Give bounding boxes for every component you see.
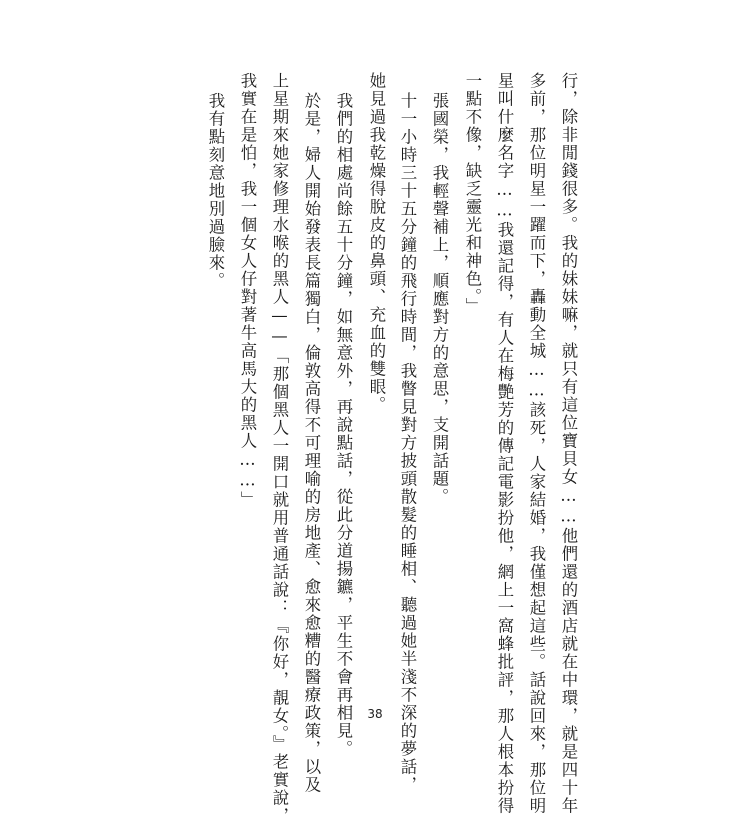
text-line-8: 我們的相處尚餘五十分鐘，如無意外，再說點話，從此分道揚鑣，平生不會再相見。 — [334, 92, 353, 758]
text-line-11: 我實在是怕，我一個女人仔對著牛高馬大的黑人……」 — [238, 72, 257, 510]
text-line-12: 我有點刻意地別過臉來。 — [206, 92, 225, 290]
text-line-10: 上星期來她家修理水喉的黑人——「那個黑人一開口就用普通話說：『你好，靚女。』老實說， — [270, 72, 289, 825]
page-number: 38 — [367, 707, 383, 721]
text-line-4: 一點不像，缺乏靈光和神色。」 — [463, 72, 482, 316]
text-line-9: 於是，婦人開始發表長篇獨白，倫敦高得不可理喻的房地產、愈來愈糟的醫療政策，以及 — [302, 92, 321, 794]
text-line-2: 多前，那位明星一躍而下，轟動全城……該死，人家結婚，我僅想起這些。話說回來，那位明 — [527, 72, 546, 816]
text-line-3: 星叫什麼名字……我還記得，有人在梅艷芳的傳記電影扮他，網上一窩蜂批評，那人根本扮得 — [495, 72, 514, 816]
text-line-5: 張國榮，我輕聲補上，順應對方的意思，支開話題。 — [430, 92, 449, 506]
text-line-1: 行，除非閒錢很多。我的妹妹嘛，就只有這位寶貝女……他們還的酒店就在中環，就是四十年 — [559, 72, 578, 816]
text-line-6: 十一小時三十五分鐘的飛行時間，我瞥見對方披頭散髮的睡相、聽過她半淺不深的夢話， — [398, 92, 417, 794]
text-line-7: 她見過我乾燥得脫皮的鼻頭、充血的雙眼。 — [367, 72, 386, 414]
